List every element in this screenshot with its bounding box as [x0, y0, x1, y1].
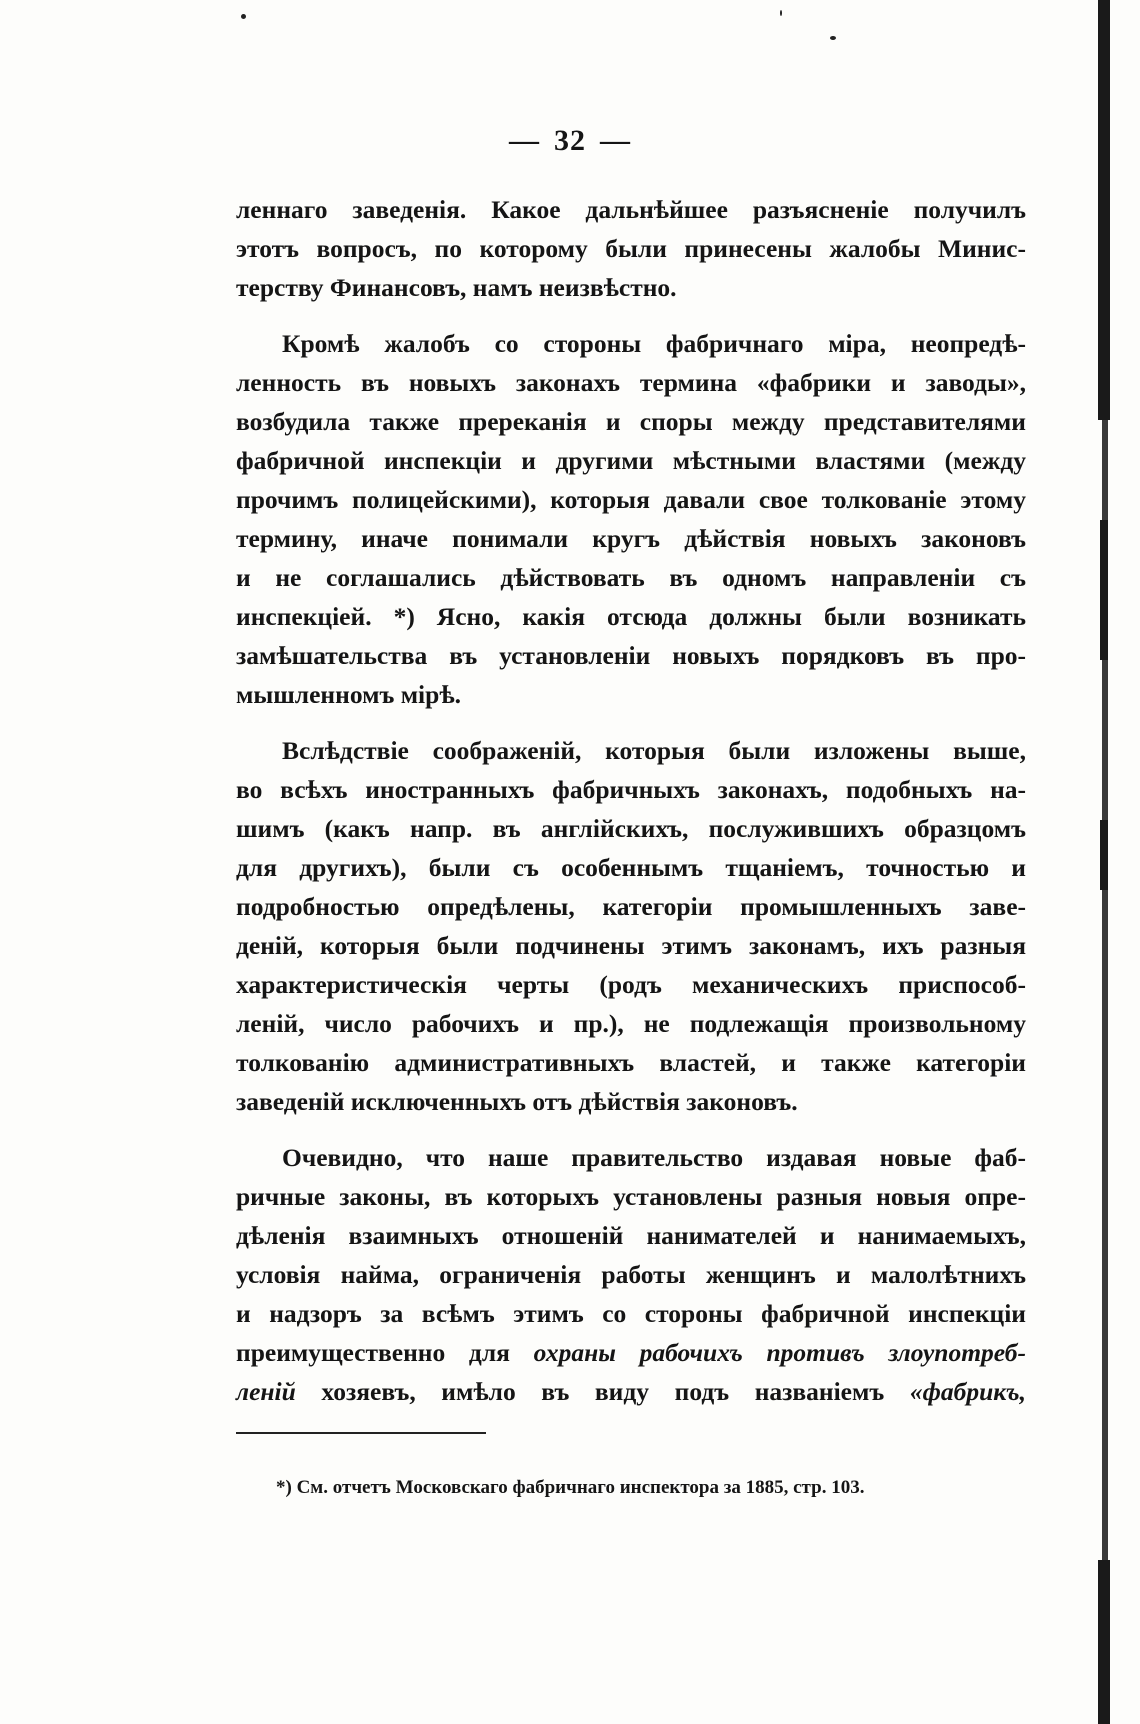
edge-segment [1098, 1560, 1110, 1724]
text-line: условія найма, ограниченія работы женщинъ и малолѣтнихъ [236, 1260, 1026, 1289]
text-line: Кромѣ жалобъ со стороны фабричнаго міра, неопредѣ- [282, 329, 1026, 358]
scan-speck [830, 36, 836, 40]
italic-emphasis: «фабрикъ, [909, 1377, 1026, 1406]
text-line-mixed [236, 1333, 1026, 1372]
page-number-value: 32 [554, 124, 586, 157]
text-line: характеристическія черты (родъ механическихъ приспособ- [236, 970, 1026, 999]
text-line: замѣшательства въ установленіи новыхъ порядковъ въ про- [236, 641, 1026, 670]
text-line: дѣленія взаимныхъ отношеній нанимателей и нанимаемыхъ, [236, 1221, 1026, 1250]
text-line: инспекціей. *) Ясно, какія отсюда должны были возникать [236, 602, 1026, 631]
text-line: фабричной инспекціи и другими мѣстными властями (между [236, 446, 1026, 475]
text-line: и не соглашались дѣйствовать въ одномъ направленіи съ [236, 563, 1026, 592]
edge-segment [1098, 0, 1110, 420]
text-line: подробностью опредѣлены, категоріи промышленныхъ заве- [236, 892, 1026, 921]
text-line: ричные законы, въ которыхъ установлены разныя новыя опре- [236, 1182, 1026, 1211]
footnote: *) См. отчетъ Московскаго фабричнаго инспектора за 1885, стр. 103. [276, 1477, 865, 1498]
text-line: леннаго заведенія. Какое дальнѣйшее разъясненіе получилъ [236, 195, 1026, 224]
page-number-dash-left: — [509, 124, 540, 157]
italic-emphasis: охраны рабочихъ противъ злоупотреб- [533, 1338, 1026, 1367]
text-line: ленность въ новыхъ законахъ термина «фабрики и заводы», [236, 368, 1026, 397]
text-line: для другихъ), были съ особеннымъ тщаніемъ, точностью и [236, 853, 1026, 882]
scan-speck [780, 10, 782, 16]
text-line: Вслѣдствіе соображеній, которыя были изложены выше, [282, 736, 1026, 765]
scan-speck [241, 14, 246, 19]
text-line: во всѣхъ иностранныхъ фабричныхъ законахъ, подобныхъ на- [236, 775, 1026, 804]
paragraph-3 [236, 731, 1026, 1121]
text-run: хозяевъ, имѣло въ виду подъ названіемъ [295, 1377, 910, 1406]
text-line: Очевидно, что наше правительство издавая новые фаб- [282, 1143, 1026, 1172]
footnote-divider [236, 1432, 486, 1434]
edge-segment [1100, 820, 1108, 890]
text-line: термину, иначе понимали кругъ дѣйствія новыхъ законовъ [236, 524, 1026, 553]
edge-segment [1100, 520, 1108, 660]
italic-emphasis: леній [236, 1377, 296, 1406]
paragraph-4 [236, 1138, 1026, 1411]
paragraph-2 [236, 324, 1026, 714]
text-line: прочимъ полицейскими), которыя давали свое толкованіе этому [236, 485, 1026, 514]
text-run: преимущественно для [236, 1338, 534, 1367]
text-line: мышленномъ мірѣ. [236, 680, 462, 709]
text-line: возбудила также пререканія и споры между представителями [236, 407, 1026, 436]
page-number [0, 124, 1140, 158]
paragraph-1 [236, 190, 1026, 307]
text-line: деній, которыя были подчинены этимъ законамъ, ихъ разныя [236, 931, 1026, 960]
text-line: терству Финансовъ, намъ неизвѣстно. [236, 273, 677, 302]
text-line: шимъ (какъ напр. въ англійскихъ, послужившихъ образцомъ [236, 814, 1026, 843]
page-number-dash-right: — [600, 124, 631, 157]
body-text [236, 190, 1026, 1428]
text-line: заведеній исключенныхъ отъ дѣйствія законовъ. [236, 1087, 798, 1116]
text-line: леній, число рабочихъ и пр.), не подлежащія произвольному [236, 1009, 1026, 1038]
text-line: и надзоръ за всѣмъ этимъ со стороны фабричной инспекціи [236, 1299, 1026, 1328]
text-line: этотъ вопросъ, по которому были принесены жалобы Минис- [236, 234, 1026, 263]
text-line: толкованію административныхъ властей, и также категоріи [236, 1048, 1026, 1077]
scan-edge-shadow [1098, 0, 1110, 1724]
text-line-mixed [236, 1372, 1026, 1411]
